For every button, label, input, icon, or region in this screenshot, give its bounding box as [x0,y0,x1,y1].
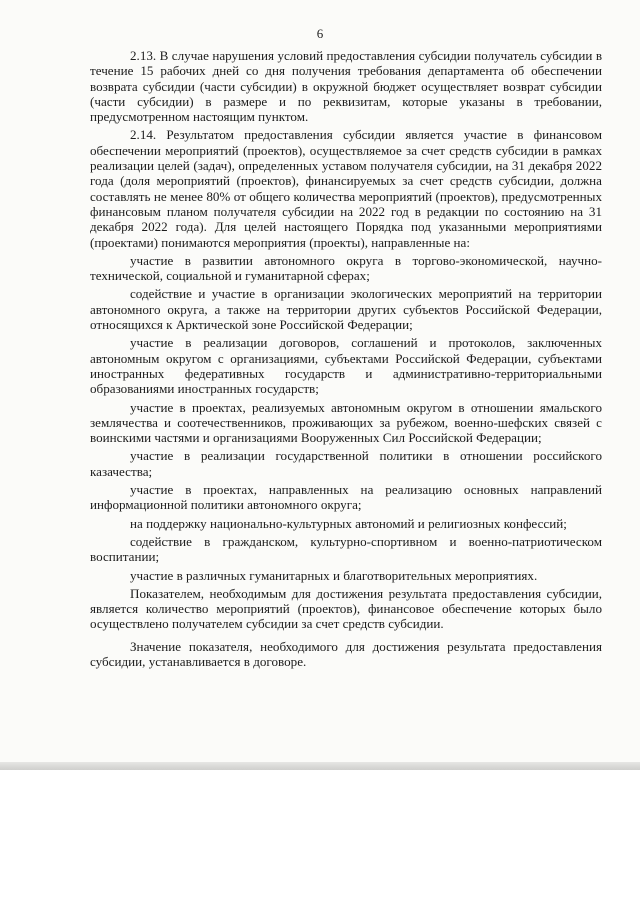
paragraph-2-13: 2.13. В случае нарушения условий предоставления субсидии получатель субсидии в течение 15 рабочих дней со дня получения требования департамента об обеспечении возврата субсидии (части субсидии) в окружной бюджет осуществляет возврат субсидии (части субсидии) в размере и по реквизитам, которые указаны в требовании, предусмотренном настоящим пунктом. [90,48,602,125]
indicator-value-paragraph: Значение показателя, необходимого для достижения результата предоставления субсидии, устанавливается в договоре. [90,638,602,669]
indicator-paragraph: Показателем, необходимым для достижения результата предоставления субсидии, является количество мероприятий (проектов), финансовое обеспечение которых было осуществлено получателем субсидии за счет средств субсидии. [90,585,602,632]
list-item: участие в развитии автономного округа в торгово-экономической, научно-технической, социальной и гуманитарной сферах; [90,252,602,284]
list-item: участие в различных гуманитарных и благотворительных мероприятиях. [130,567,538,583]
list-item: на поддержку национально-культурных автономий и религиозных конфессий; [130,515,567,531]
list-item: участие в реализации государственной политики в отношении российского казачества; [90,448,602,479]
list-item: участие в проектах, реализуемых автономным округом в отношении ямальского землячества и соотечественников, проживающих за рубежом, военно-шефских связей с воинскими частями и организациями Вооруженных Сил Российской Федерации; [90,399,602,446]
list-item: участие в реализации договоров, соглашений и протоколов, заключенных автономным округом с организациями, субъектами Российской Федерации, субъектами иностранных федеративных государств и административно-территориальными образованиями иностранных государств; [90,335,602,397]
scan-edge [0,762,640,770]
document-body [90,48,602,669]
list-item: содействие и участие в организации экологических мероприятий на территории автономного округа, а также на территории других субъектов Российской Федерации, относящихся к Арктической зоне Российской Федерации; [90,286,602,333]
page-number: 6 [316,26,324,41]
list-item: участие в проектах, направленных на реализацию основных направлений информационной политики автономного округа; [90,482,602,513]
paragraph-2-14: 2.14. Результатом предоставления субсидии является участие в финансовом обеспечении мероприятий (проектов), осуществляемое за счет средств субсидии в рамках реализации целей (задач), определенных уставом получателя субсидии, на 31 декабря 2022 года (доля мероприятий (проектов), финансируемых за счет средств субсидии, должна составлять не менее 80% от общего количества мероприятий (проектов), предусмотренных финансовым планом получателя субсидии на 2022 год в редакции по состоянию на 31 декабря 2022 года). Для целей настоящего Порядка под указанными мероприятиями (проектами) понимаются мероприятия (проекты), направленные на: [90,127,602,250]
list-item: содействие в гражданском, культурно-спортивном и военно-патриотическом воспитании; [90,533,602,565]
